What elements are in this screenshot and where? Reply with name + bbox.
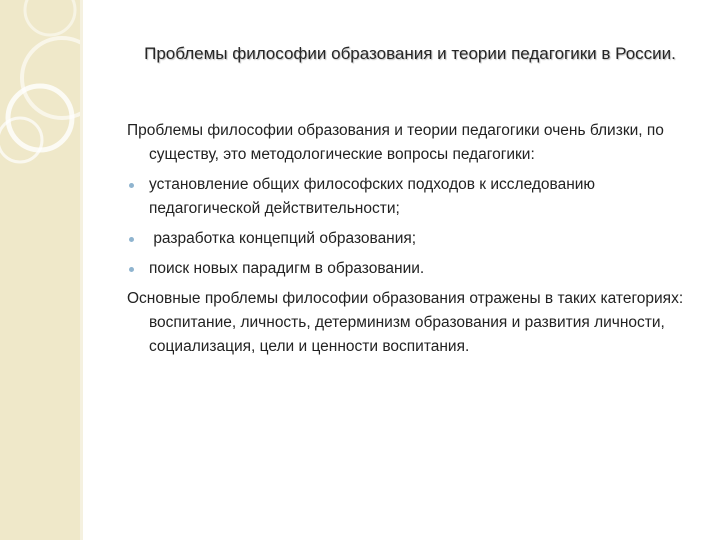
band-edge: [80, 0, 83, 540]
slide-title: Проблемы философии образования и теории педагогики в России.: [144, 44, 676, 63]
intro-paragraph: Проблемы философии образования и теории педагогики очень близки, по существу, это методологические вопросы педагогики:: [127, 122, 664, 163]
bullet-dot-icon: [129, 183, 134, 188]
slide-content: [127, 119, 697, 365]
bullet-dot-icon: [129, 237, 134, 242]
bullet-text: поиск новых парадигм в образовании.: [149, 260, 425, 277]
bullet-dot-icon: [129, 267, 134, 272]
decorative-left-band: [0, 0, 80, 540]
bullet-text: установление общих философских подходов к исследованию педагогической действительности;: [149, 176, 596, 217]
ring-small: [0, 118, 42, 162]
ring-top: [25, 0, 75, 35]
bullet-item: [127, 257, 697, 281]
bullet-item: [127, 173, 697, 221]
bullet-text: разработка концепций образования;: [149, 230, 417, 247]
conclusion-paragraph: Основные проблемы философии образования отражены в таких категориях: воспитание, личность, детерминизм образования и развития личности, социализация, цели и ценности воспитания.: [127, 290, 684, 355]
decorative-rings: [0, 0, 80, 540]
bullet-item: [127, 227, 697, 251]
